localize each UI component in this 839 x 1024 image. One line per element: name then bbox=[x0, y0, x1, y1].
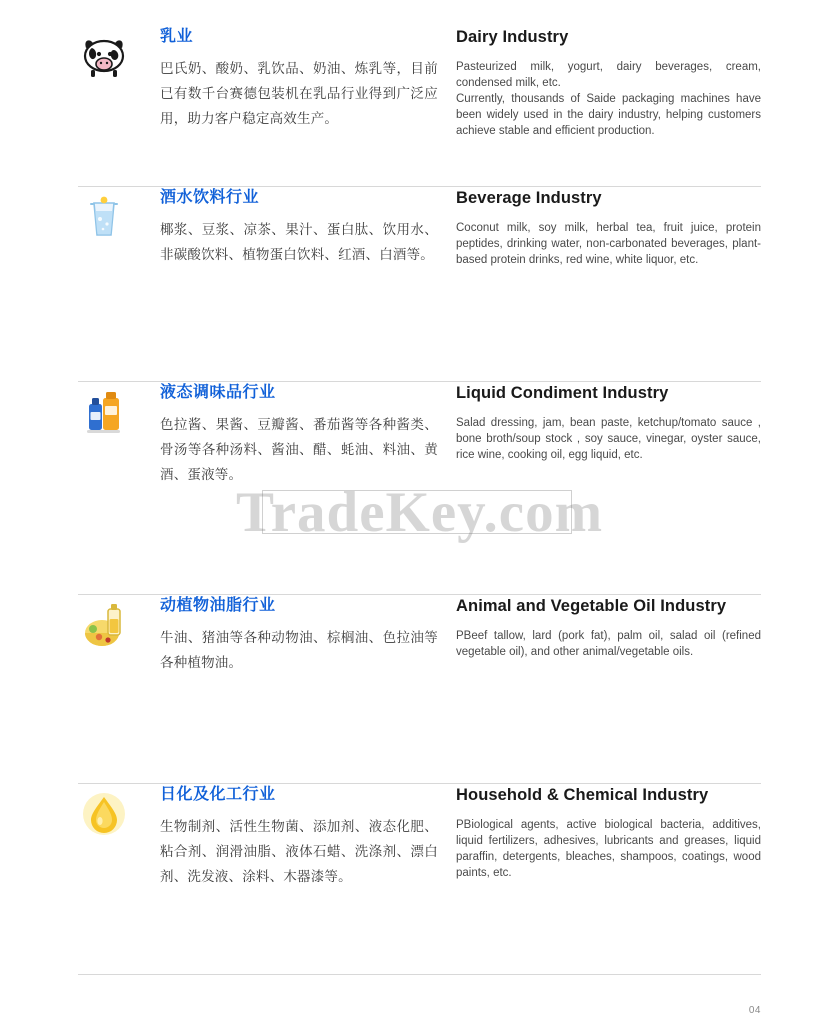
watermark-box bbox=[262, 490, 572, 534]
chinese-content bbox=[160, 382, 456, 487]
condiment-bottles-icon bbox=[78, 386, 130, 438]
section-title-en: Animal and Vegetable Oil Industry bbox=[456, 597, 727, 615]
section-body-cn: 巴氏奶、酸奶、乳饮品、奶油、炼乳等，目前已有数千台赛德包装机在乳品行业得到广泛应用，助力客户稳定高效生产。 bbox=[160, 61, 438, 126]
section-title-en: Dairy Industry bbox=[456, 28, 569, 46]
drink-glass-icon bbox=[78, 191, 130, 243]
section-body-en-1: Pasteurized milk, yogurt, dairy beverages, cream, condensed milk, etc. bbox=[456, 61, 761, 89]
industry-section-dairy bbox=[78, 26, 761, 176]
section-title-en: Beverage Industry bbox=[456, 189, 602, 207]
industry-section-beverage bbox=[78, 187, 761, 355]
section-title-cn: 乳业 bbox=[160, 28, 194, 45]
icon-cell bbox=[78, 595, 160, 651]
english-content bbox=[456, 187, 761, 268]
section-body-cn: 椰浆、豆浆、凉茶、果汁、蛋白肽、饮用水、非碳酸饮料、植物蛋白饮料、红酒、白酒等。 bbox=[160, 222, 438, 262]
oil-drop-icon bbox=[78, 788, 130, 840]
section-title-cn: 动植物油脂行业 bbox=[160, 597, 276, 614]
section-body-cn: 生物制剂、活性生物菌、添加剂、液态化肥、粘合剂、润滑油脂、液体石蜡、洗涤剂、漂白剂、洗发液、涂料、木器漆等。 bbox=[160, 819, 438, 884]
section-body-en-1: Salad dressing, jam, bean paste, ketchup/tomato sauce , bone broth/soup stock , soy sauce, vinegar, oyster sauce, rice wine, cooking oil, egg liquid, etc. bbox=[456, 417, 761, 461]
section-body-en-1: PBiological agents, active biological bacteria, additives, liquid fertilizers, adhesives, lubricants and greases, liquid paraffin, detergents, bleaches, shampoos, coatings, wood paints, etc. bbox=[456, 819, 761, 879]
section-title-cn: 日化及化工行业 bbox=[160, 786, 276, 803]
section-title-en: Household & Chemical Industry bbox=[456, 786, 709, 804]
oil-jug-icon bbox=[78, 599, 130, 651]
english-content bbox=[456, 784, 761, 881]
english-content bbox=[456, 595, 761, 660]
section-body-en-1: PBeef tallow, lard (pork fat), palm oil, salad oil (refined vegetable oil), and other animal/vegetable oils. bbox=[456, 630, 761, 658]
section-body-en-1: Coconut milk, soy milk, herbal tea, fruit juice, protein peptides, drinking water, non-carbonated beverages, plant-based protein drinks, red wine, white liquor, etc. bbox=[456, 222, 761, 266]
chinese-content bbox=[160, 187, 456, 267]
section-divider bbox=[78, 974, 761, 975]
page-number: 04 bbox=[748, 1005, 761, 1016]
section-body-en-2: Currently, thousands of Saide packaging machines have been widely used in the dairy industry, helping customers achieve stable and efficient production. bbox=[456, 93, 761, 137]
icon-cell bbox=[78, 26, 160, 82]
chinese-content bbox=[160, 595, 456, 675]
watermark-text: TradeKey.com bbox=[235, 480, 604, 544]
english-content bbox=[456, 26, 761, 139]
industry-section-oil bbox=[78, 595, 761, 763]
section-title-en: Liquid Condiment Industry bbox=[456, 384, 669, 402]
english-content bbox=[456, 382, 761, 463]
icon-cell bbox=[78, 382, 160, 438]
section-body-cn: 色拉酱、果酱、豆瓣酱、番茄酱等各种酱类、骨汤等各种汤料、酱油、醋、蚝油、料油、黄酒、蛋液等。 bbox=[160, 417, 438, 482]
icon-cell bbox=[78, 187, 160, 243]
cow-icon bbox=[78, 30, 130, 82]
section-title-cn: 液态调味品行业 bbox=[160, 384, 276, 401]
icon-cell bbox=[78, 784, 160, 840]
chinese-content bbox=[160, 26, 456, 131]
chinese-content bbox=[160, 784, 456, 889]
section-title-cn: 酒水饮料行业 bbox=[160, 189, 260, 206]
section-body-cn: 牛油、猪油等各种动物油、棕榈油、色拉油等各种植物油。 bbox=[160, 630, 438, 670]
industry-section-household-chemical bbox=[78, 784, 761, 944]
industry-section-condiment bbox=[78, 382, 761, 584]
